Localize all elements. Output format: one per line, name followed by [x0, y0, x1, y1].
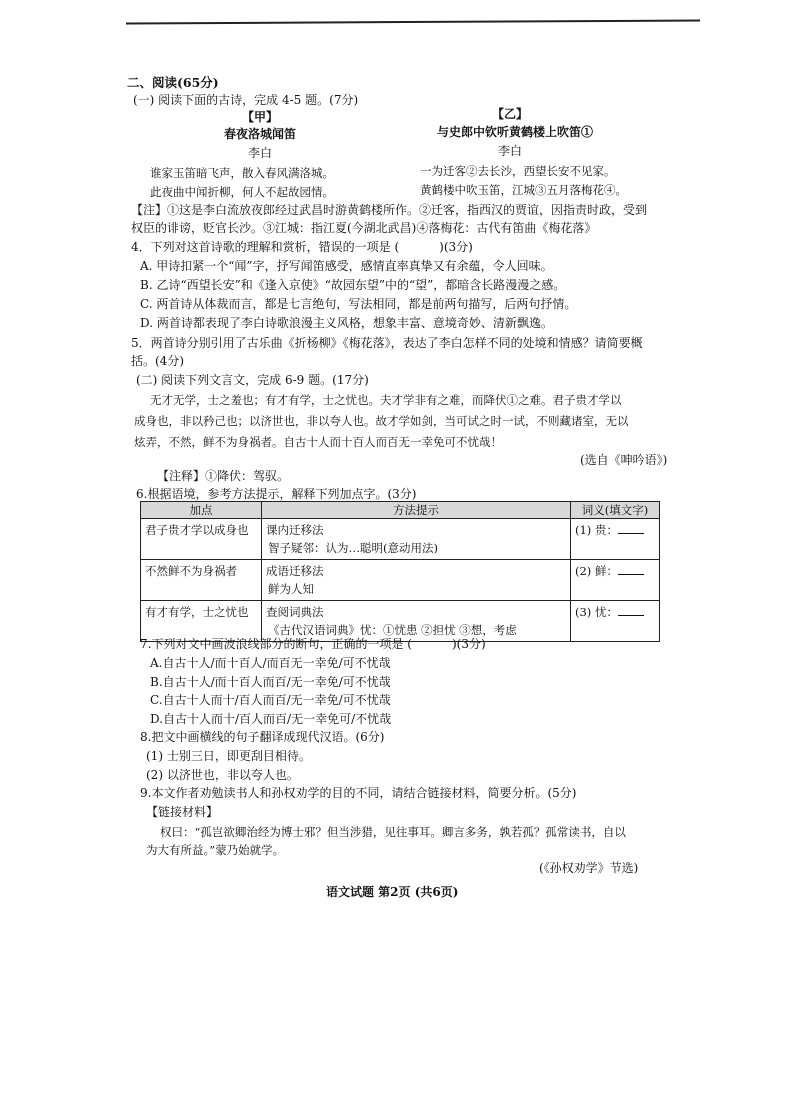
poem-a-line2: 此夜曲中闻折柳，何人不起故园情。 [150, 185, 334, 199]
hint-method: 查阅词典法 [266, 605, 324, 619]
q7-stem [140, 636, 486, 652]
hint-method: 成语迁移法 [266, 564, 324, 578]
q7-option-c: C.自古十人而十/百人而百/无一幸免/可不忧哉 [150, 693, 391, 707]
answer-label: (2) 鲜： [575, 564, 618, 578]
q4-option-c: C. 两首诗从体裁而言，都是七言绝句，写法相同，都是前两句描写，后两句抒情。 [140, 297, 577, 311]
q9-stem: 9.本文作者劝勉读书人和孙权劝学的目的不同，请结合链接材料，简要分析。(5分) [140, 786, 577, 800]
passage-line2: 成身也，非以矜己也；以济世也，非以夸人也。故才学如剑，当可试之时一试，不则藏诸室，无以 [134, 414, 629, 428]
poem-b-author: 李白 [497, 144, 522, 158]
answer-blank[interactable] [618, 562, 644, 575]
q7-option-d: D.自古十人而十/百人而百/无一幸免可/不忧哉 [150, 712, 392, 726]
row-phrase: 君子贵才学以成身也 [141, 519, 262, 560]
row-phrase: 有才有学，士之忧也 [141, 601, 262, 642]
q7-option-b: B.自古十人/而十百人而百/无一幸免/可不忧哉 [150, 675, 391, 689]
table-header-cell: 加点 [141, 502, 262, 519]
poem-b-title: 与史郎中钦听黄鹤楼上吹笛① [436, 125, 593, 139]
q7-score: )(3分) [451, 637, 486, 651]
top-border-line [126, 19, 700, 24]
q4-stem-text: 4．下列对这首诗歌的理解和赏析，错误的一项是 ( [131, 240, 400, 254]
poem-a-author: 李白 [247, 146, 272, 160]
poem-note-line1: 【注】①这是李白流放夜郎经过武昌时游黄鹤楼所作。②迁客，指西汉的贾谊，因指责时政，受到 [131, 203, 648, 217]
hint-example: 智子疑邻：认为…聪明(意动用法) [268, 541, 438, 555]
passage-line3: 炫弄，不然，鲜不为身祸者。自古十人而十百人而百无一幸免可不忧哉！ [134, 435, 502, 449]
poem-a-title: 春夜洛城闻笛 [223, 127, 296, 141]
row-hint [262, 519, 571, 560]
table-row [141, 560, 660, 601]
row-answer[interactable] [571, 560, 660, 601]
q8-sentence1: (1) 士别三日，即更刮目相待。 [146, 749, 311, 763]
answer-label: (3) 忧： [575, 605, 618, 619]
link-material-line1: 权曰：“孤岂欲卿治经为博士邪？但当涉猎，见往事耳。卿言多务，孰若孤？孤常读书，自以 [160, 825, 626, 839]
q8-sentence2: (2) 以济世也，非以夸人也。 [146, 768, 299, 782]
q8-stem: 8.把文中画横线的句子翻译成现代汉语。(6分) [140, 730, 385, 744]
hint-example: 《古代汉语词典》忧：①忧患 ②担忧 ③想，考虑 [268, 623, 517, 637]
poem-b-line2: 黄鹤楼中吹玉笛，江城③五月落梅花④。 [420, 183, 627, 197]
hint-example: 鲜为人知 [268, 582, 314, 596]
poem-a-line1: 谁家玉笛暗飞声，散入春风满洛城。 [150, 166, 334, 180]
link-material-title: 【链接材料】 [146, 805, 219, 819]
part1-intro: (一) 阅读下面的古诗，完成 4-5 题。(7分) [133, 93, 359, 107]
answer-blank[interactable] [618, 603, 644, 616]
row-answer[interactable] [571, 601, 660, 642]
poem-b-line1: 一为迁客②去长沙，西望长安不见家。 [420, 164, 616, 178]
passage-line1: 无才无学，士之羞也；有才有学，士之忧也。夫才学非有之难，而降伏①之难。君子贵才学以 [150, 393, 622, 407]
q4-score: )(3分) [439, 240, 473, 254]
poem-note-line2: 权臣的诽谤，贬官长沙。③江城：指江夏(今湖北武昌)④落梅花：古代有笛曲《梅花落》 [131, 221, 597, 235]
table-header-cell: 词义(填文字) [571, 502, 660, 519]
q4-option-d: D. 两首诗都表现了李白诗歌浪漫主义风格，想象丰富、意境奇妙、清新飘逸。 [140, 316, 553, 330]
page-footer: 语文试题 第2页 (共6页) [326, 885, 459, 899]
q4-option-b: B. 乙诗“西望长安”和《逢入京使》“故园东望”中的“望”，都暗含长路漫漫之感。 [140, 278, 566, 292]
table-row [141, 519, 660, 560]
row-hint [262, 560, 571, 601]
answer-label: (1) 贵： [575, 523, 618, 537]
q6-stem: 6.根据语境，参考方法提示，解释下列加点字。(3分) [136, 487, 417, 501]
section-title: 二、阅读(65分) [127, 75, 219, 90]
passage-note: 【注释】①降伏：驾驭。 [157, 469, 290, 483]
q5-line2: 括。(4分) [131, 354, 184, 368]
q7-stem-text: 7.下列对文中画波浪线部分的断句，正确的一项是 ( [140, 637, 412, 651]
poem-a-tag: 【甲】 [241, 110, 278, 124]
hint-method: 课内迁移法 [266, 523, 324, 537]
table-header-row [141, 502, 660, 519]
link-material-source: (《孙权劝学》节选) [539, 861, 639, 875]
answer-blank[interactable] [618, 521, 644, 534]
row-phrase: 不然鲜不为身祸者 [141, 560, 262, 601]
q5-line1: 5．两首诗分别引用了古乐曲《折杨柳》《梅花落》，表达了李白怎样不同的处境和情感？请简要概 [131, 336, 643, 350]
passage-source: (选自《呻吟语》) [580, 453, 668, 467]
table-header-cell: 方法提示 [262, 502, 571, 519]
row-answer[interactable] [571, 519, 660, 560]
link-material-line2: 为大有所益。”蒙乃始就学。 [146, 843, 285, 857]
q7-option-a: A.自古十人/而十百人/而百无一幸免/可不忧哉 [150, 656, 391, 670]
q4-stem [131, 239, 473, 255]
poem-b-tag: 【乙】 [491, 107, 528, 121]
q4-option-a: A. 甲诗扣紧一个“闻”字，抒写闻笛感受，感情直率真挚又有余蕴，令人回味。 [140, 259, 553, 273]
part2-intro: (二) 阅读下列文言文，完成 6-9 题。(17分) [136, 373, 369, 387]
method-table [140, 501, 660, 642]
